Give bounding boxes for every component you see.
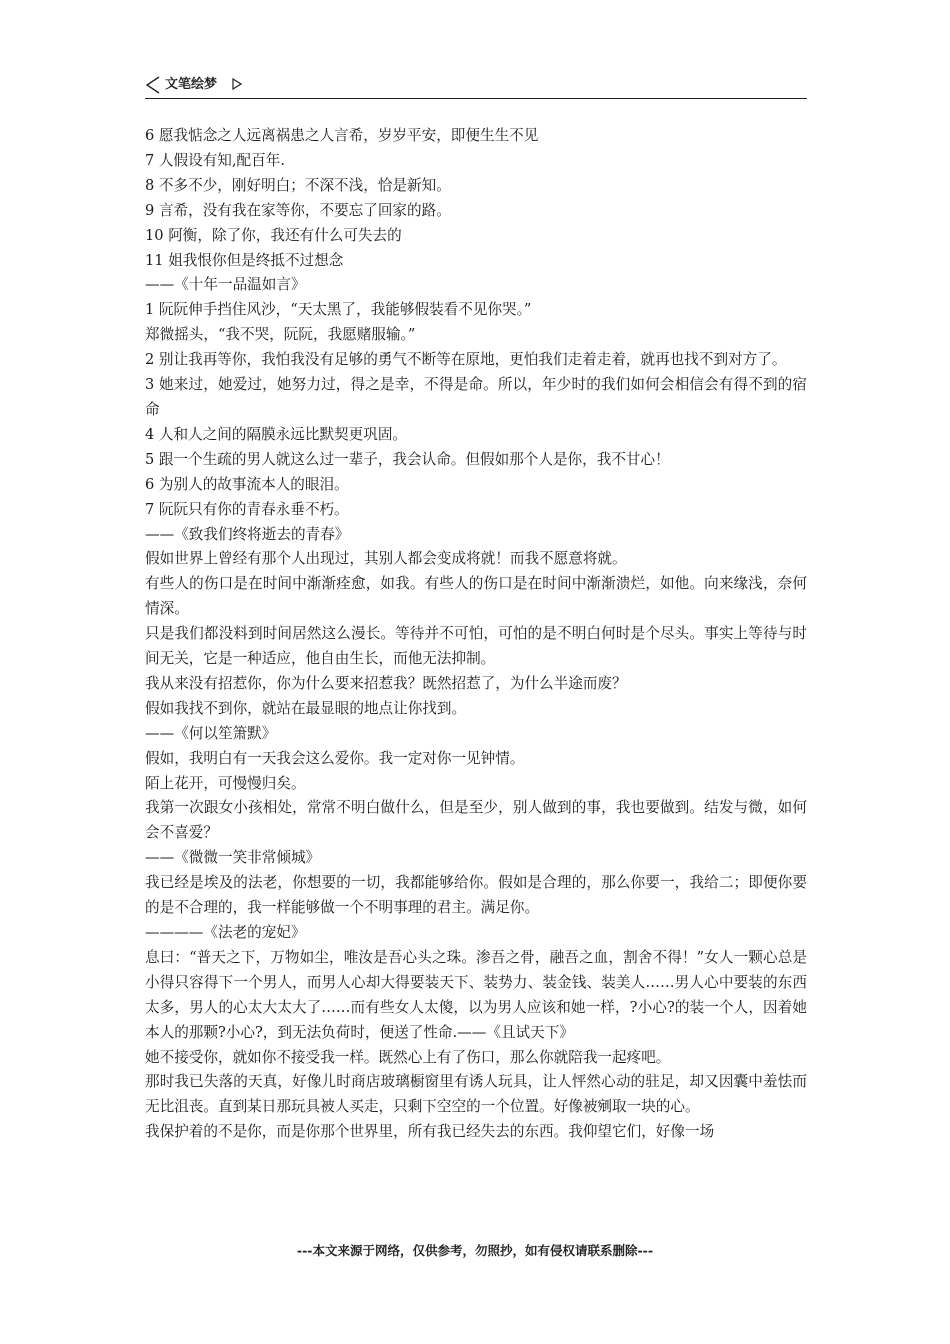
- text-paragraph: ——《十年一品温如言》: [145, 276, 306, 294]
- text-paragraph: 假如我找不到你，就站在最显眼的地点让你找到。: [145, 699, 467, 717]
- text-paragraph: 我保护着的不是你，而是你那个世界里，所有我已经失去的东西。我仰望它们，好像一场: [145, 1123, 715, 1141]
- text-paragraph: 7 人假设有知,配百年.: [145, 151, 285, 169]
- text-paragraph: 我第一次跟女小孩相处，常常不明白做什么，但是至少，别人做到的事，我也要做到。结发与微，如何会不喜爱？: [145, 799, 807, 842]
- document-body: [145, 124, 807, 1145]
- text-paragraph: 有些人的伤口是在时间中渐渐痊愈，如我。有些人的伤口是在时间中渐渐溃烂，如他。向来缘浅，奈何情深。: [145, 575, 807, 618]
- text-paragraph: 6 为别人的故事流本人的眼泪。: [145, 475, 349, 493]
- text-paragraph: 假如，我明白有一天我会这么爱你。我一定对你一见钟情。: [145, 749, 525, 767]
- text-paragraph: 息曰：“普天之下，万物如尘，唯汝是吾心头之珠。渗吾之骨，融吾之血，割舍不得！”女人一颗心总是小得只容得下一个男人，而男人心却大得要装天下、装势力、装金钱、装美人……男人心中要装的东西太多，男人的心太大太大了……而有些女人太傻，以为男人应该和她一样，?小心?的装一个人，因着她本人的那颗?小心?，到无法负荷时，便送了性命.——《且试天下》: [145, 948, 807, 1041]
- text-paragraph: 那时我已失落的天真，好像儿时商店玻璃橱窗里有诱人玩具，让人怦然心动的驻足，却又因囊中羞怯而无比沮丧。直到某日那玩具被人买走，只剩下空空的一个位置。好像被剜取一块的心。: [145, 1073, 807, 1116]
- text-paragraph: 5 跟一个生疏的男人就这么过一辈子，我会认命。但假如那个人是你，我不甘心！: [145, 450, 670, 468]
- text-paragraph: ————《法老的宠妃》: [145, 924, 306, 941]
- text-paragraph: 6 愿我惦念之人远离祸患之人言希，岁岁平安，即便生生不见: [145, 127, 539, 144]
- text-paragraph: 郑微摇头，“我不哭，阮阮，我愿赌服输。”: [145, 326, 416, 344]
- text-paragraph: 我已经是埃及的法老，你想要的一切，我都能够给你。假如是合理的，那么你要一，我给二；即便你要的是不合理的，我一样能够做一个不明事理的君主。满足你。: [145, 874, 807, 917]
- text-paragraph: 4 人和人之间的隔膜永远比默契更巩固。: [145, 425, 408, 443]
- header-title: 文笔绘梦: [165, 77, 218, 92]
- text-paragraph: 9 言希，没有我在家等你，不要忘了回家的路。: [145, 201, 451, 219]
- text-paragraph: 我从来没有招惹你，你为什么要来招惹我？既然招惹了，为什么半途而废？: [145, 674, 627, 692]
- text-paragraph: 只是我们都没料到时间居然这么漫长。等待并不可怕，可怕的是不明白何时是个尽头。事实上等待与时间无关，它是一种适应，他自由生长，而他无法抑制。: [145, 625, 807, 668]
- page-header: [145, 74, 807, 99]
- text-paragraph: 7 阮阮只有你的青春永垂不朽。: [145, 500, 349, 518]
- footer-disclaimer: ---本文来源于网络，仅供参考，勿照抄，如有侵权请联系删除---: [296, 1243, 654, 1258]
- text-paragraph: 1 阮阮伸手挡住风沙，“天太黑了，我能够假装看不见你哭。”: [145, 301, 532, 319]
- text-paragraph: 她不接受你，就如你不接受我一样。既然心上有了伤口，那么你就陪我一起疼吧。: [145, 1048, 671, 1066]
- text-paragraph: 陌上花开，可慢慢归矣。: [145, 774, 306, 792]
- text-paragraph: ——《何以笙箫默》: [145, 724, 277, 742]
- text-paragraph: 2 别让我再等你，我怕我没有足够的勇气不断等在原地，更怕我们走着走着，就再也找不到对方了。: [145, 351, 787, 369]
- text-paragraph: 8 不多不少，刚好明白；不深不浅，恰是新知。: [145, 176, 451, 194]
- text-paragraph: 11 姐我恨你但是终抵不过想念: [145, 251, 344, 269]
- text-paragraph: 10 阿衡，除了你，我还有什么可失去的: [145, 226, 402, 244]
- text-paragraph: 3 她来过，她爱过，她努力过，得之是幸，不得是命。所以，年少时的我们如何会相信会有得不到的宿命: [145, 376, 807, 418]
- triangle-left-icon: [145, 76, 161, 94]
- text-paragraph: 假如世界上曾经有那个人出现过，其别人都会变成将就！而我不愿意将就。: [145, 550, 627, 568]
- triangle-right-icon: [232, 78, 242, 90]
- text-paragraph: ——《微微一笑非常倾城》: [145, 849, 321, 867]
- text-paragraph: ——《致我们终将逝去的青春》: [145, 525, 350, 543]
